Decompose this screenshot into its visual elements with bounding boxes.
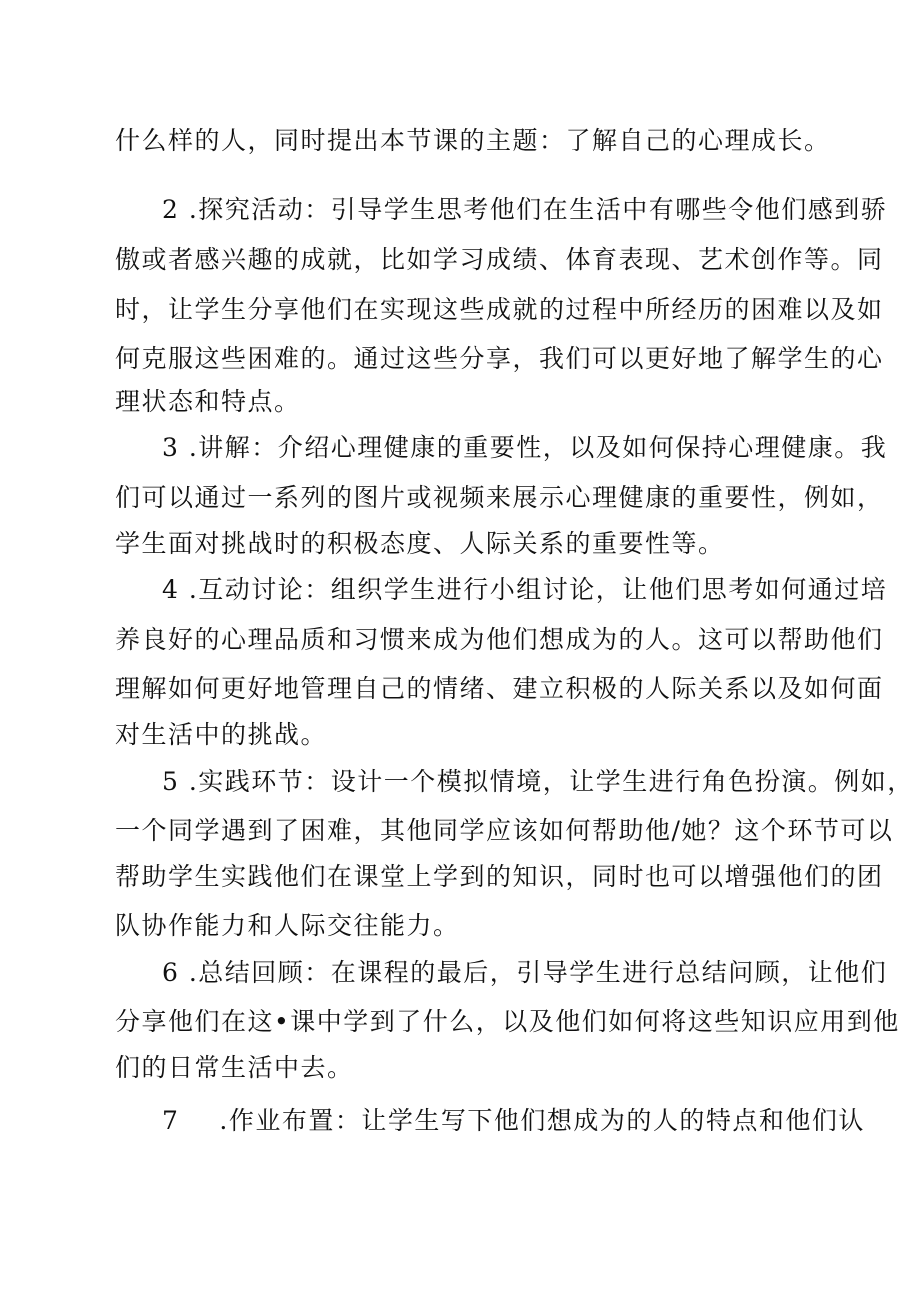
step-2-line-2: 傲或者感兴趣的成就，比如学习成绩、体育表现、艺术创作等。同 — [115, 245, 884, 274]
step-2-line-1: 2 .探究活动：引导学生思考他们在生活中有哪些令他们感到骄 — [162, 195, 888, 224]
step-6-line-2: 分享他们在这•课中学到了什么，以及他们如何将这些知识应用到他 — [115, 1007, 900, 1036]
step-6-line-1: 6 .总结回顾：在课程的最后，引导学生进行总结问顾，让他们 — [162, 958, 888, 987]
step-3-line-1: 3 .讲解：介绍心理健康的重要性，以及如何保持心理健康。我 — [162, 433, 888, 462]
step-3-line-3: 学生面对挑战时的积极态度、人际关系的重要性等。 — [115, 529, 725, 558]
step-6-line-3: 们的日常生活中去。 — [115, 1053, 354, 1082]
step-4-line-2: 养良好的心理品质和习惯来成为他们想成为的人。这可以帮助他们 — [115, 625, 884, 654]
step-2-line-3: 时，让学生分享他们在实现这些成就的过程中所经历的困难以及如 — [115, 295, 884, 324]
intro-tail-line: 什么样的人，同时提出本节课的主题：了解自己的心理成长。 — [115, 126, 831, 155]
step-7-line-1 — [162, 1101, 882, 1141]
step-4-line-3: 理解如何更好地管理自己的情绪、建立积极的人际关系以及如何面 — [115, 674, 884, 703]
step-4-line-4: 对生活中的挑战。 — [115, 720, 328, 749]
step-5-line-1: 5 .实践环节：设计一个模拟情境，让学生进行角色扮演。例如， — [162, 767, 914, 796]
step-7-number: 7 — [162, 1106, 180, 1135]
step-2-line-5: 理状态和特点。 — [115, 387, 301, 416]
step-5-line-2: 一个同学遇到了困难，其他同学应该如何帮助他/她？这个环节可以 — [115, 816, 894, 845]
step-5-line-4: 队协作能力和人际交往能力。 — [115, 911, 460, 940]
step-3-line-2: 们可以通过一系列的图片或视频来展示心理健康的重要性，例如， — [115, 483, 884, 512]
step-4-line-1: 4 .互动讨论：组织学生进行小组讨论，让他们思考如何通过培 — [162, 575, 888, 604]
step-5-line-3: 帮助学生实践他们在课堂上学到的知识，同时也可以增强他们的团 — [115, 862, 884, 891]
step-2-line-4: 何克服这些困难的。通过这些分享，我们可以更好地了解学生的心 — [115, 344, 884, 373]
step-7-text: .作业布置：让学生写下他们想成为的人的特点和他们认 — [219, 1106, 865, 1135]
